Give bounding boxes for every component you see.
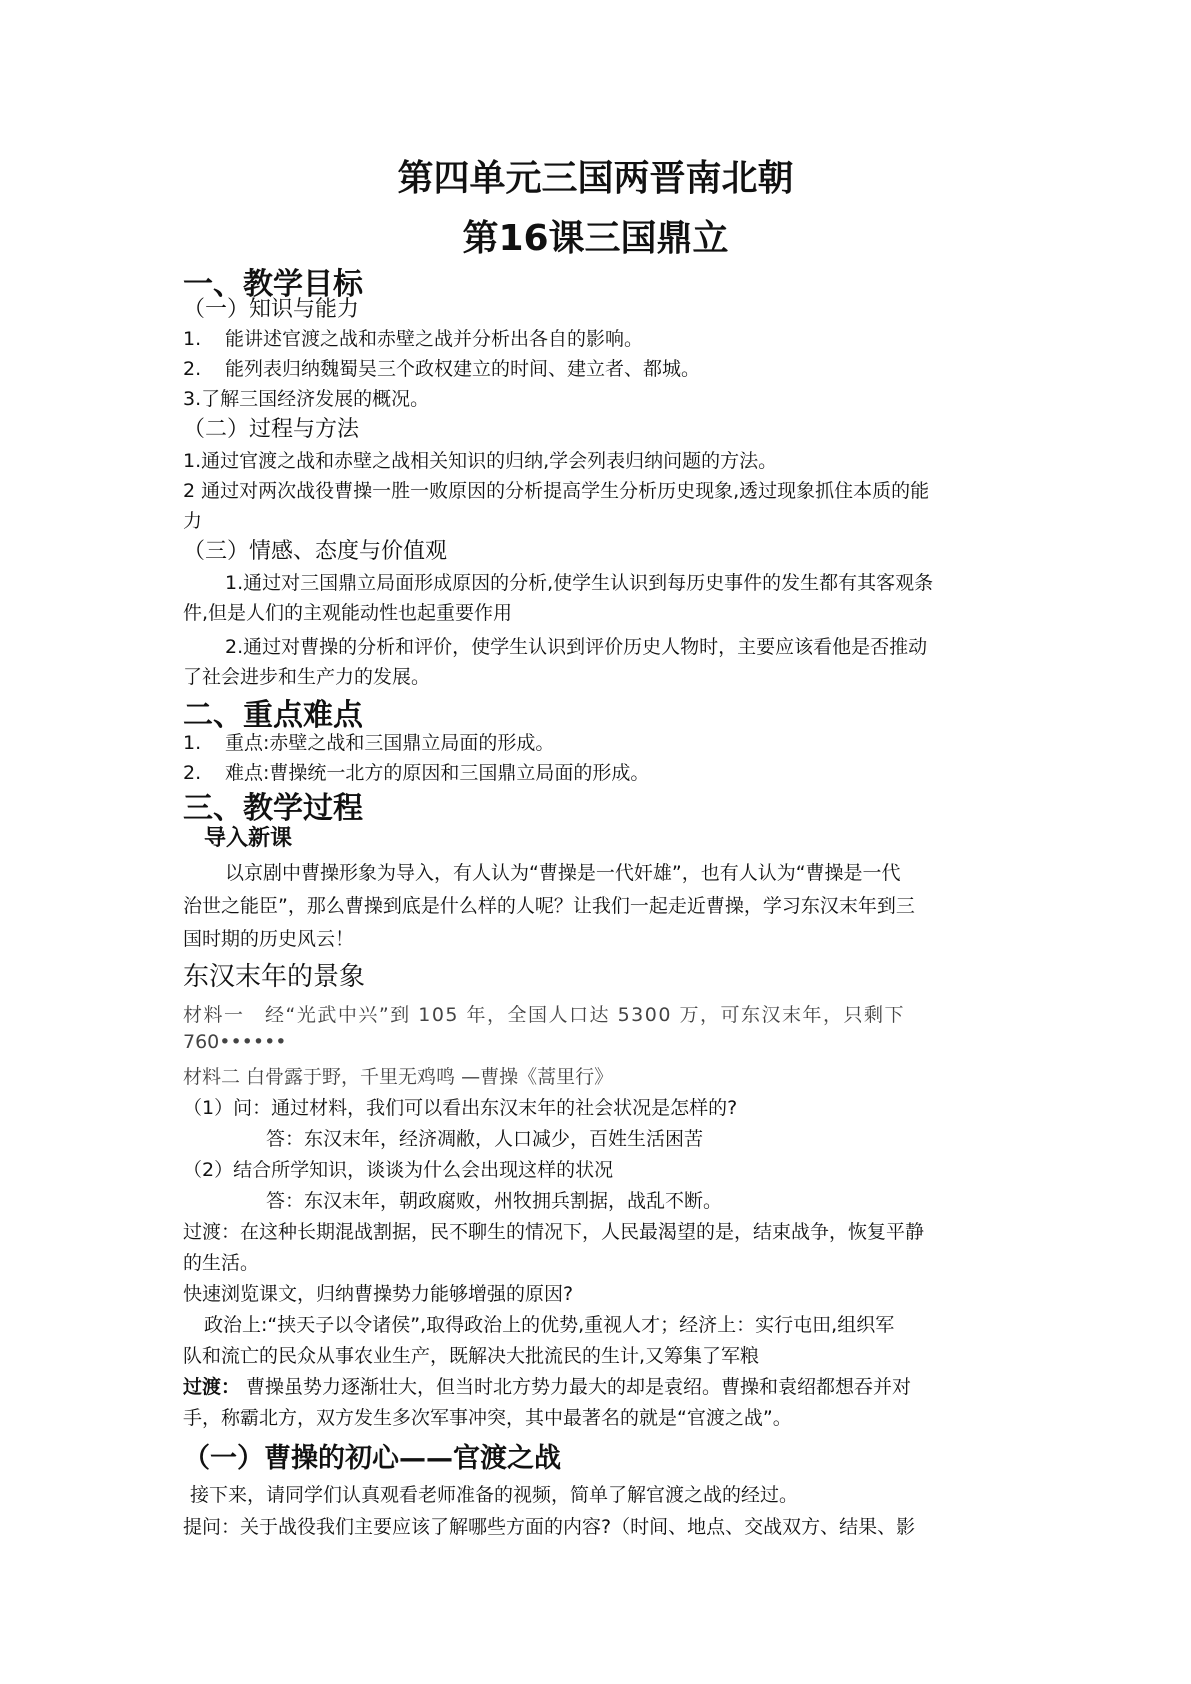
subheading-guandu: （一）曹操的初心——官渡之战 — [183, 1443, 561, 1474]
paragraph: 接下来，请同学们认真观看老师准备的视频，简单了解官渡之战的经过。 — [190, 1484, 799, 1506]
subheading-scene: 东汉末年的景象 — [183, 962, 366, 992]
material-one-cont: 760•••••• — [183, 1031, 287, 1053]
paragraph: 快速浏览课文，归纳曹操势力能够增强的原因? — [183, 1283, 574, 1305]
paragraph: 队和流亡的民众从事农业生产，既解决大批流民的生计,又筹集了军粮 — [183, 1345, 760, 1367]
paragraph: 件,但是人们的主观能动性也起重要作用 — [183, 602, 513, 624]
answer-2: 答：东汉末年，朝政腐败，州牧拥兵割据，战乱不断。 — [266, 1190, 723, 1212]
subheading-intro: 导入新课 — [204, 826, 293, 851]
paragraph: 治世之能臣”，那么曹操到底是什么样的人呢？让我们一起走近曹操，学习东汉末年到三 — [183, 895, 915, 917]
subheading-knowledge: （一）知识与能力 — [183, 297, 360, 322]
paragraph: 1.通过官渡之战和赤壁之战相关知识的归纳,学会列表归纳问题的方法。 — [183, 450, 778, 472]
question-1: （1）问：通过材料，我们可以看出东汉末年的社会状况是怎样的? — [183, 1097, 738, 1119]
section-heading-process: 三、教学过程 — [183, 791, 363, 826]
paragraph: 3.了解三国经济发展的概况。 — [183, 388, 430, 410]
list-item — [183, 758, 649, 785]
question-2: （2）结合所学知识，谈谈为什么会出现这样的状况 — [183, 1159, 614, 1181]
answer-1: 答：东汉末年，经济凋敝，人口减少，百姓生活困苦 — [266, 1128, 704, 1150]
list-item — [183, 728, 554, 755]
list-number: 2. — [183, 358, 202, 380]
paragraph: 1.通过对三国鼎立局面形成原因的分析,使学生认识到每历史事件的发生都有其客观条 — [225, 572, 934, 594]
subheading-values: （三）情感、态度与价值观 — [183, 539, 448, 564]
list-number: 1. — [183, 732, 202, 754]
list-text: 难点:曹操统一北方的原因和三国鼎立局面的形成。 — [225, 762, 650, 784]
transition-2 — [183, 1372, 911, 1399]
paragraph: 力 — [183, 510, 203, 532]
list-item — [183, 324, 643, 351]
list-text: 能列表归纳魏蜀吴三个政权建立的时间、建立者、都城。 — [225, 358, 701, 380]
transition-2-cont: 手，称霸北方，双方发生多次军事冲突，其中最著名的就是“官渡之战”。 — [183, 1407, 792, 1429]
paragraph: 2 通过对两次战役曹操一胜一败原因的分析提高学生分析历史现象,透过现象抓住本质的能 — [183, 480, 930, 502]
transition-1-cont: 的生活。 — [183, 1252, 260, 1274]
list-number: 1. — [183, 328, 202, 350]
lesson-title: 第16课三国鼎立 — [462, 218, 729, 259]
paragraph: 国时期的历史风云！ — [183, 928, 355, 950]
section-heading-keypoints: 二、重点难点 — [183, 698, 363, 733]
section-heading-objectives: 一、教学目标 — [183, 267, 363, 302]
paragraph: 政治上:“挟天子以令诸侯”,取得政治上的优势,重视人才；经济上：实行屯田,组织军 — [204, 1314, 895, 1336]
transition-text: 曹操虽势力逐渐壮大，但当时北方势力最大的却是袁绍。曹操和袁绍都想吞并对 — [240, 1376, 912, 1398]
paragraph: 了社会进步和生产力的发展。 — [183, 666, 431, 688]
paragraph: 2.通过对曹操的分析和评价，使学生认识到评价历史人物时，主要应该看他是否推动 — [225, 636, 928, 658]
unit-title: 第四单元三国两晋南北朝 — [397, 158, 794, 199]
paragraph: 提问：关于战役我们主要应该了解哪些方面的内容?（时间、地点、交战双方、结果、影 — [183, 1516, 916, 1538]
paragraph: 以京剧中曹操形象为导入，有人认为“曹操是一代奸雄”，也有人认为“曹操是一代 — [225, 862, 901, 884]
material-two: 材料二 白骨露于野，千里无鸡鸣 —曹操《蒿里行》 — [183, 1066, 614, 1088]
transition-1: 过渡：在这种长期混战割据，民不聊生的情况下，人民最渴望的是，结束战争，恢复平静 — [183, 1221, 925, 1243]
material-one: 材料一 经“光武中兴”到 105 年，全国人口达 5300 万，可东汉末年，只剩下 — [183, 1004, 905, 1026]
subheading-methods: （二）过程与方法 — [183, 417, 360, 442]
list-text: 重点:赤壁之战和三国鼎立局面的形成。 — [225, 732, 555, 754]
list-item — [183, 354, 700, 381]
transition-label: 过渡： — [183, 1376, 241, 1398]
list-number: 2. — [183, 762, 202, 784]
list-text: 能讲述官渡之战和赤壁之战并分析出各自的影响。 — [225, 328, 644, 350]
